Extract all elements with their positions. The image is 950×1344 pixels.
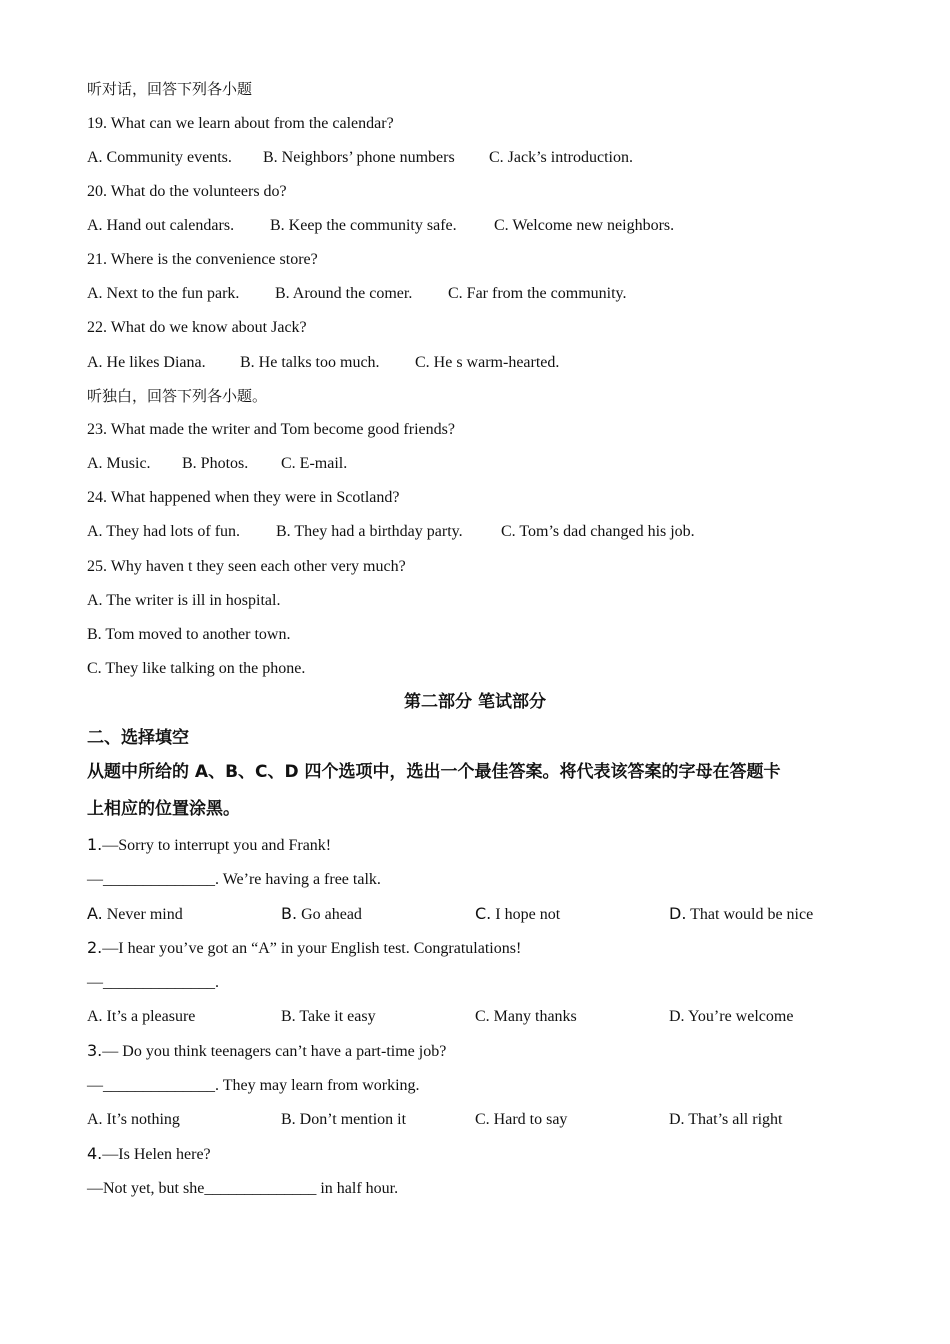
- question-1-line-1: [87, 837, 331, 854]
- question-2-option-c: C. Many thanks: [475, 1008, 577, 1025]
- question-23-stem: 23. What made the writer and Tom become good friends?: [87, 421, 455, 438]
- question-4-line-1: [87, 1146, 211, 1163]
- option-letter: D.: [669, 904, 687, 923]
- question-3-option-c: C. Hard to say: [475, 1111, 568, 1128]
- option-text: That would be nice: [686, 906, 814, 923]
- instruction-line-2: 上相应的位置涂黑。: [87, 799, 240, 819]
- question-4-text: —Is Helen here?: [102, 1146, 211, 1163]
- question-3-line-2: —______________. They may learn from working.: [87, 1077, 420, 1094]
- question-21-option-b: B. Around the comer.: [275, 285, 413, 302]
- question-3-line-1: [87, 1043, 446, 1060]
- question-3-option-d: D. That’s all right: [669, 1111, 783, 1128]
- question-2-option-b: B. Take it easy: [281, 1008, 376, 1025]
- question-1-option-a: [87, 906, 183, 923]
- listening-monologue-intro: 听独白，回答下列各小题。: [87, 387, 268, 405]
- question-19-option-c: C. Jack’s introduction.: [489, 149, 633, 166]
- question-19-option-b: B. Neighbors’ phone numbers: [263, 149, 455, 166]
- question-1-number: 1.: [87, 835, 103, 854]
- question-24-option-b: B. They had a birthday party.: [276, 523, 463, 540]
- question-23-option-c: C. E-mail.: [281, 455, 348, 472]
- question-25-stem: 25. Why haven t they seen each other very much?: [87, 558, 406, 575]
- question-22-option-c: C. He s warm-hearted.: [415, 354, 560, 371]
- question-24-stem: 24. What happened when they were in Scotland?: [87, 489, 400, 506]
- question-23-option-b: B. Photos.: [182, 455, 249, 472]
- question-1-option-b: [281, 906, 362, 923]
- question-1-line-2: —______________. We’re having a free talk.: [87, 871, 381, 888]
- option-letter: B.: [281, 904, 298, 923]
- question-24-option-a: A. They had lots of fun.: [87, 523, 241, 540]
- option-text: I hope not: [491, 906, 561, 923]
- question-4-number: 4.: [87, 1144, 103, 1163]
- section-heading: 二、选择填空: [87, 728, 189, 748]
- question-2-number: 2.: [87, 938, 103, 957]
- question-2-line-2: —______________.: [87, 974, 219, 991]
- question-20-stem: 20. What do the volunteers do?: [87, 183, 287, 200]
- option-letter: A.: [87, 904, 103, 923]
- question-1-text: —Sorry to interrupt you and Frank!: [102, 837, 332, 854]
- question-3-number: 3.: [87, 1041, 103, 1060]
- listening-dialogue-intro: 听对话，回答下列各小题: [87, 80, 253, 98]
- option-text: Go ahead: [297, 906, 362, 923]
- question-25-option-c: C. They like talking on the phone.: [87, 660, 306, 677]
- question-3-option-a: A. It’s nothing: [87, 1111, 180, 1128]
- question-20-option-b: B. Keep the community safe.: [270, 217, 457, 234]
- question-21-option-c: C. Far from the community.: [448, 285, 627, 302]
- question-21-option-a: A. Next to the fun park.: [87, 285, 240, 302]
- question-3-option-b: B. Don’t mention it: [281, 1111, 407, 1128]
- question-22-stem: 22. What do we know about Jack?: [87, 319, 307, 336]
- question-3-text: — Do you think teenagers can’t have a part-time job?: [102, 1043, 447, 1060]
- question-23-option-a: A. Music.: [87, 455, 151, 472]
- question-2-option-d: D. You’re welcome: [669, 1008, 794, 1025]
- question-2-option-a: A. It’s a pleasure: [87, 1008, 196, 1025]
- question-22-option-b: B. He talks too much.: [240, 354, 380, 371]
- question-20-option-a: A. Hand out calendars.: [87, 217, 235, 234]
- question-22-option-a: A. He likes Diana.: [87, 354, 206, 371]
- question-2-line-1: [87, 940, 521, 957]
- question-25-option-b: B. Tom moved to another town.: [87, 626, 291, 643]
- part-two-title: 第二部分 笔试部分: [404, 692, 546, 712]
- question-25-option-a: A. The writer is ill in hospital.: [87, 592, 281, 609]
- question-19-stem: 19. What can we learn about from the calendar?: [87, 115, 394, 132]
- question-20-option-c: C. Welcome new neighbors.: [494, 217, 675, 234]
- option-text: Never mind: [102, 906, 183, 923]
- question-1-option-d: [669, 906, 813, 923]
- question-19-option-a: A. Community events.: [87, 149, 232, 166]
- instruction-line-1: 从题中所给的 A、B、C、D 四个选项中，选出一个最佳答案。将代表该答案的字母在答题卡: [87, 762, 781, 782]
- question-2-text: —I hear you’ve got an “A” in your English test. Congratulations!: [102, 940, 522, 957]
- option-letter: C.: [475, 904, 492, 923]
- question-24-option-c: C. Tom’s dad changed his job.: [501, 523, 695, 540]
- question-4-line-2: —Not yet, but she______________ in half hour.: [87, 1180, 399, 1197]
- question-1-option-c: [475, 906, 560, 923]
- question-21-stem: 21. Where is the convenience store?: [87, 251, 318, 268]
